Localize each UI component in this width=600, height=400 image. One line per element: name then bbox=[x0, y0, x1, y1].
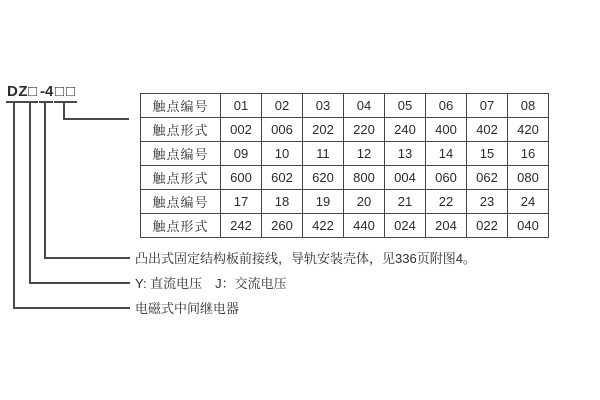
annotation-structure: 凸出式固定结构板前接线，导轨安装壳体，见336页附图4。 bbox=[135, 251, 476, 266]
model-segment-voltage-placeholder: □ bbox=[28, 83, 38, 100]
cell: 20 bbox=[344, 190, 385, 214]
contact-table-container bbox=[140, 93, 549, 238]
cell: 08 bbox=[508, 94, 549, 118]
cell: 12 bbox=[344, 142, 385, 166]
annotation-relay-type: 电磁式中间继电器 bbox=[135, 301, 240, 316]
cell: 15 bbox=[467, 142, 508, 166]
callout-line-series-vertical bbox=[13, 102, 15, 308]
cell: 080 bbox=[508, 166, 549, 190]
table-row bbox=[141, 142, 549, 166]
cell: 13 bbox=[385, 142, 426, 166]
cell: 440 bbox=[344, 214, 385, 238]
table-row bbox=[141, 166, 549, 190]
cell: 22 bbox=[426, 190, 467, 214]
cell: 402 bbox=[467, 118, 508, 142]
cell: 16 bbox=[508, 142, 549, 166]
callout-line-voltage-horizontal bbox=[29, 282, 130, 284]
cell: 10 bbox=[262, 142, 303, 166]
cell: 06 bbox=[426, 94, 467, 118]
cell: 024 bbox=[385, 214, 426, 238]
cell: 422 bbox=[303, 214, 344, 238]
annotation-voltage-type: Y: 直流电压 J：交流电压 bbox=[135, 276, 287, 291]
cell: 02 bbox=[262, 94, 303, 118]
model-segment-series: DZ bbox=[7, 83, 28, 100]
cell: 03 bbox=[303, 94, 344, 118]
cell: 21 bbox=[385, 190, 426, 214]
row-label: 触点编号 bbox=[141, 94, 221, 118]
table-row bbox=[141, 214, 549, 238]
cell: 204 bbox=[426, 214, 467, 238]
cell: 260 bbox=[262, 214, 303, 238]
cell: 600 bbox=[221, 166, 262, 190]
cell: 040 bbox=[508, 214, 549, 238]
cell: 602 bbox=[262, 166, 303, 190]
cell: 19 bbox=[303, 190, 344, 214]
callout-line-voltage-vertical bbox=[29, 102, 31, 283]
cell: 022 bbox=[467, 214, 508, 238]
model-segment-structure: -4 bbox=[40, 83, 54, 100]
contact-table bbox=[140, 93, 549, 238]
cell: 05 bbox=[385, 94, 426, 118]
cell: 09 bbox=[221, 142, 262, 166]
callout-line-structure-vertical bbox=[44, 102, 46, 258]
cell: 24 bbox=[508, 190, 549, 214]
row-label: 触点编号 bbox=[141, 142, 221, 166]
row-label: 触点形式 bbox=[141, 166, 221, 190]
cell: 202 bbox=[303, 118, 344, 142]
table-row bbox=[141, 190, 549, 214]
underline-structure bbox=[39, 101, 53, 103]
table-row bbox=[141, 118, 549, 142]
cell: 800 bbox=[344, 166, 385, 190]
cell: 240 bbox=[385, 118, 426, 142]
row-label: 触点形式 bbox=[141, 118, 221, 142]
cell: 14 bbox=[426, 142, 467, 166]
cell: 420 bbox=[508, 118, 549, 142]
callout-line-contact-vertical bbox=[63, 102, 65, 119]
cell: 242 bbox=[221, 214, 262, 238]
cell: 23 bbox=[467, 190, 508, 214]
cell: 220 bbox=[344, 118, 385, 142]
cell: 18 bbox=[262, 190, 303, 214]
cell: 01 bbox=[221, 94, 262, 118]
cell: 04 bbox=[344, 94, 385, 118]
cell: 062 bbox=[467, 166, 508, 190]
callout-line-contact-horizontal bbox=[63, 118, 129, 120]
cell: 002 bbox=[221, 118, 262, 142]
cell: 11 bbox=[303, 142, 344, 166]
row-label: 触点编号 bbox=[141, 190, 221, 214]
underline-series bbox=[6, 101, 27, 103]
callout-line-series-horizontal bbox=[13, 307, 130, 309]
cell: 400 bbox=[426, 118, 467, 142]
cell: 620 bbox=[303, 166, 344, 190]
row-label: 触点形式 bbox=[141, 214, 221, 238]
callout-line-structure-horizontal bbox=[44, 257, 130, 259]
cell: 060 bbox=[426, 166, 467, 190]
cell: 17 bbox=[221, 190, 262, 214]
underline-contact bbox=[54, 101, 77, 103]
cell: 07 bbox=[467, 94, 508, 118]
model-segment-contact-placeholder: □□ bbox=[55, 83, 78, 100]
table-row bbox=[141, 94, 549, 118]
cell: 006 bbox=[262, 118, 303, 142]
cell: 004 bbox=[385, 166, 426, 190]
